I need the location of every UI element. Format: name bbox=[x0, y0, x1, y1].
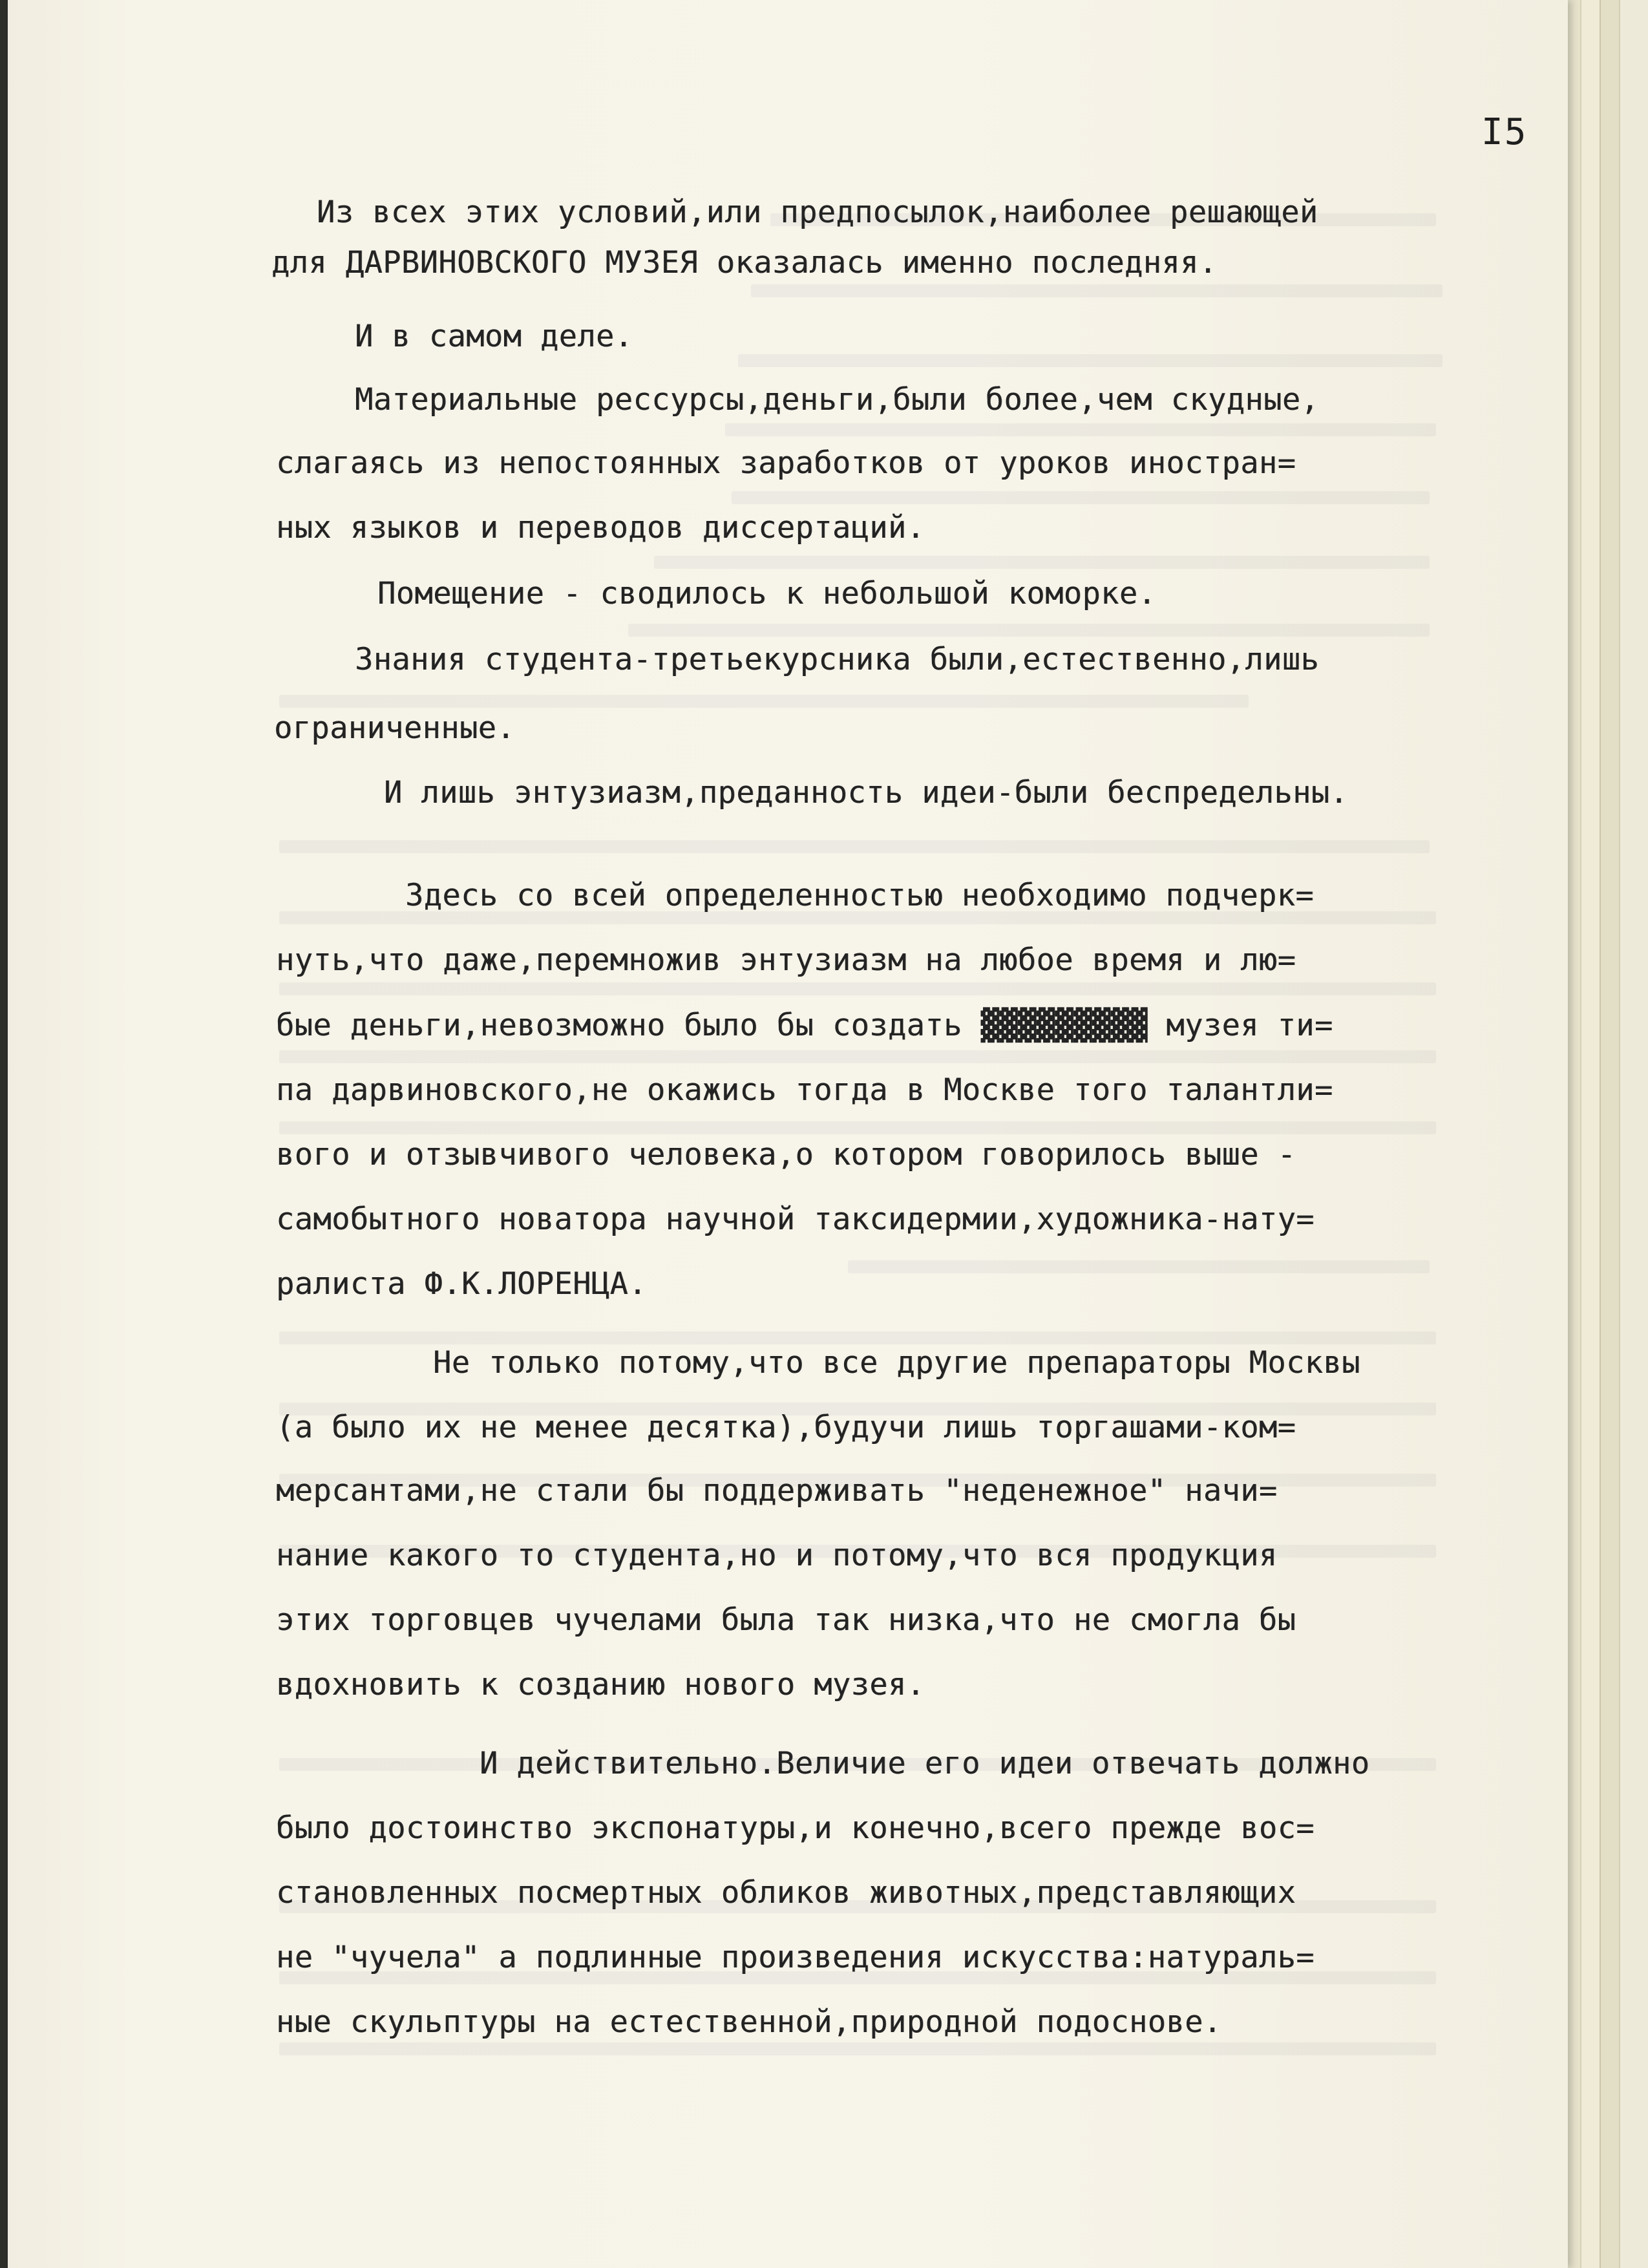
text-line: Не только потому,что все другие препараторы Москвы bbox=[433, 1345, 1360, 1381]
text-line: слагаясь из непостоянных заработков от уроков иностран= bbox=[276, 445, 1296, 481]
text-line: было достоинство экспонатуры,и конечно,всего прежде вос= bbox=[276, 1810, 1315, 1846]
text-line: ные скульптуры на естественной,природной подоснове. bbox=[276, 2004, 1222, 2040]
text-line: ограниченные. bbox=[274, 710, 516, 746]
page-number: I5 bbox=[1481, 111, 1528, 153]
text-line: вдохновить к созданию нового музея. bbox=[276, 1667, 925, 1702]
bleed-through-texture bbox=[8, 0, 1568, 2268]
typewritten-sheet bbox=[8, 0, 1568, 2268]
text-line: нуть,что даже,перемножив энтузиазм на любое время и лю= bbox=[276, 942, 1296, 978]
text-line: па дарвиновского,не окажись тогда в Москве того талантли= bbox=[276, 1072, 1333, 1108]
text-line: бые деньги,невозможно было бы создать ▓▓▓▓▓▓▓▓▓ музея ти= bbox=[276, 1008, 1333, 1043]
text-line: не "чучела" а подлинные произведения искусства:натураль= bbox=[276, 1940, 1315, 1975]
text-line: Здесь со всей определенностью необходимо подчерк= bbox=[405, 878, 1315, 913]
text-line: мерсантами,не стали бы поддерживать "неденежное" начи= bbox=[276, 1473, 1278, 1509]
text-line: становленных посмертных обликов животных,представляющих bbox=[276, 1875, 1296, 1911]
stacked-sheet-edge bbox=[1619, 0, 1648, 2268]
text-line: Материальные рессурсы,деньги,были более,чем скудные, bbox=[355, 382, 1320, 418]
text-line: вого и отзывчивого человека,о котором говорилось выше - bbox=[276, 1137, 1296, 1172]
text-line: Из всех этих условий,или предпосылок,наиболее решающей bbox=[317, 195, 1318, 230]
text-line: И лишь энтузиазм,преданность идеи-были беспредельны. bbox=[384, 775, 1349, 811]
text-line: для ДАРВИНОВСКОГО МУЗЕЯ оказалась именно последняя. bbox=[271, 245, 1218, 281]
text-line: самобытного новатора научной таксидермии,художника-нату= bbox=[276, 1202, 1315, 1237]
text-line: нание какого то студента,но и потому,что вся продукция bbox=[276, 1538, 1278, 1573]
text-line: ралиста Ф.К.ЛОРЕНЦА. bbox=[276, 1266, 647, 1302]
text-line: Помещение - сводилось к небольшой коморке. bbox=[377, 576, 1157, 611]
text-line: Знания студента-третьекурсника были,естественно,лишь bbox=[355, 642, 1320, 677]
text-line: ных языков и переводов диссертаций. bbox=[276, 510, 925, 546]
text-line: И действительно.Величие его идеи отвечать должно bbox=[480, 1746, 1370, 1781]
text-line: И в самом деле. bbox=[355, 319, 633, 354]
text-line: этих торговцев чучелами была так низка,что не смогла бы bbox=[276, 1602, 1296, 1638]
text-line: (а было их не менее десятка),будучи лишь торгашами-ком= bbox=[276, 1410, 1296, 1445]
